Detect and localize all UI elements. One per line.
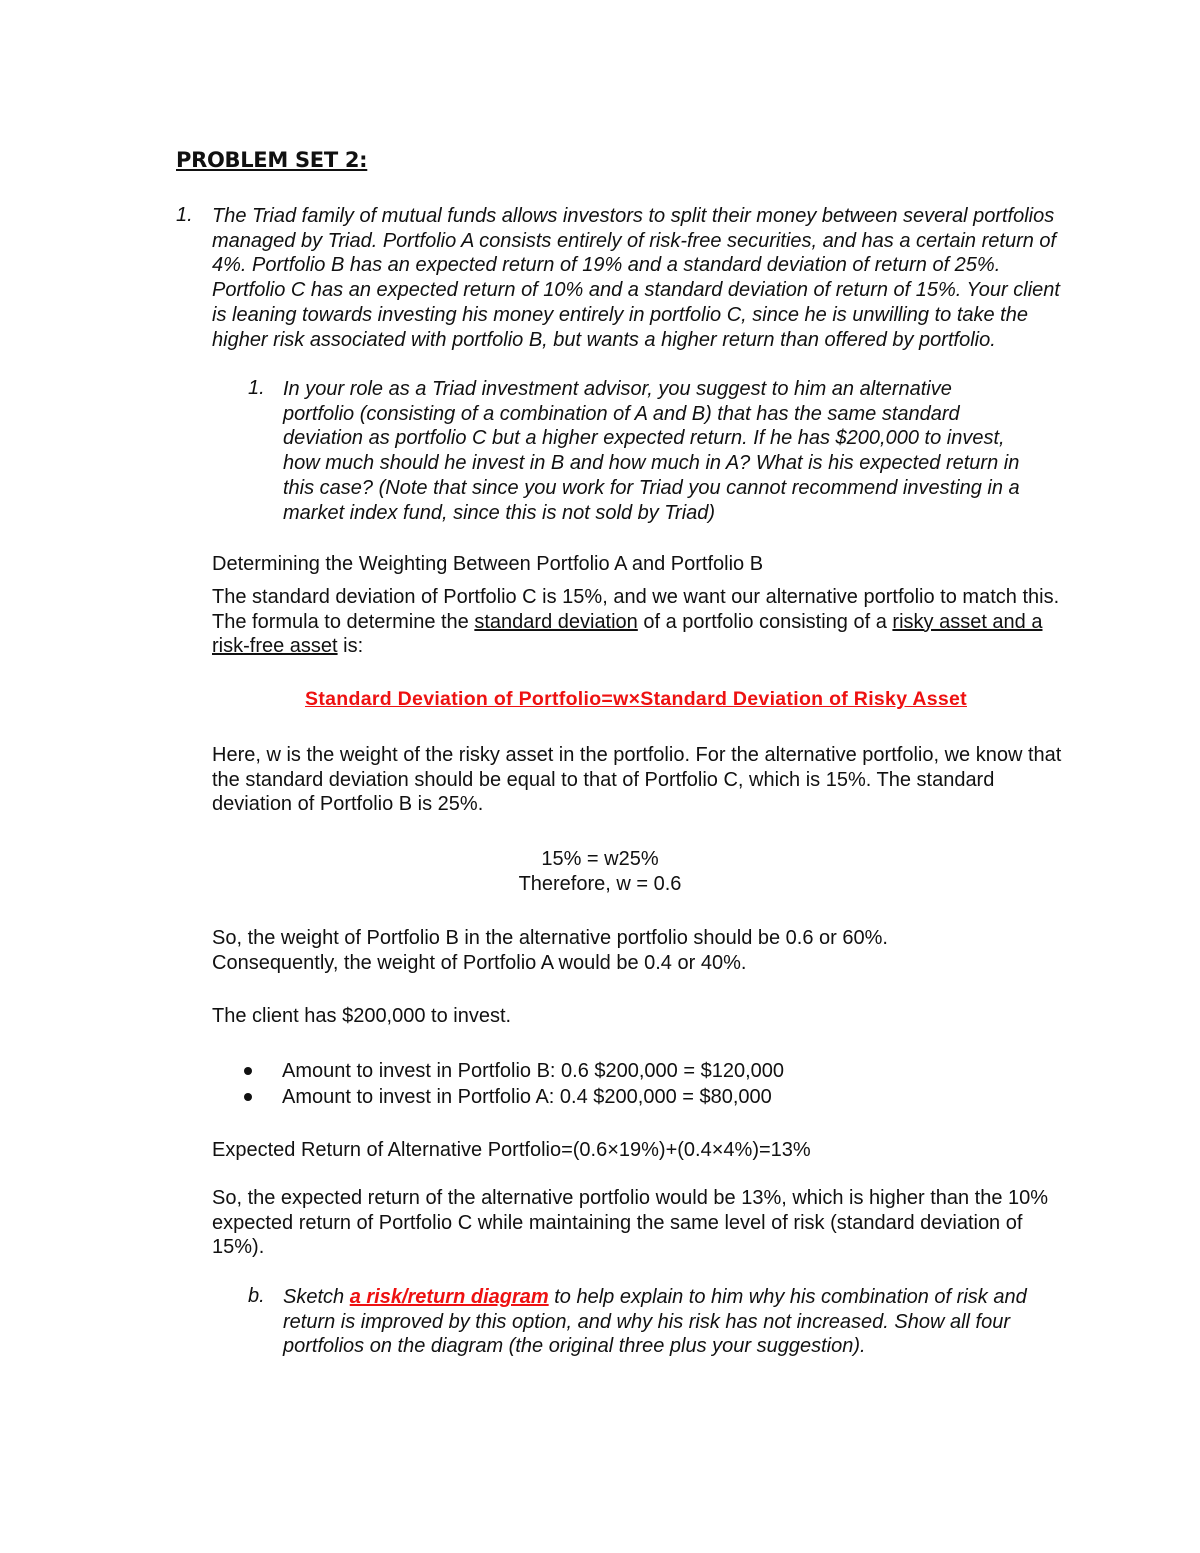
- risky-asset-link[interactable]: risky asset and a risk-free asset: [212, 610, 1043, 658]
- equation-line-2: Therefore, w = 0.6: [518, 873, 682, 895]
- answer-intro: [212, 585, 1062, 659]
- subquestion-1-number: 1.: [248, 377, 265, 399]
- equation-line-1: 15% = w25%: [541, 848, 659, 870]
- intro-text-2: of a portfolio consisting of a: [637, 610, 893, 633]
- conclusion: So, the expected return of the alternative portfolio would be 13%, which is higher than the 10% expected return of Portfolio C while maintaining the same level of risk (standard deviation of 15%).: [212, 1187, 1049, 1259]
- weights-line-1: So, the weight of Portfolio B in the alternative portfolio should be 0.6 or 60%.: [212, 927, 888, 949]
- bullet-icon: [244, 1093, 252, 1101]
- risk-return-diagram-link[interactable]: a risk/return diagram: [349, 1286, 549, 1308]
- intro-text-1: The standard deviation of Portfolio C is 15%, and we want our alternative portfolio to match this. The formula to determine the: [212, 586, 1060, 633]
- weight-explanation: Here, w is the weight of the risky asset in the portfolio. For the alternative portfolio, we know that the standard deviation should be equal to that of Portfolio C, which is 15%. The standard deviation of Portfolio B is 25%.: [212, 744, 1062, 816]
- expected-return-formula: Expected Return of Alternative Portfolio=(0.6×19%)+(0.4×4%)=13%: [212, 1139, 811, 1161]
- allocation-list: [244, 1058, 784, 1110]
- allocation-b: Amount to invest in Portfolio B: 0.6 $200,000 = $120,000: [282, 1060, 785, 1082]
- answer-heading: Determining the Weighting Between Portfolio A and Portfolio B: [212, 553, 764, 575]
- list-item: [244, 1084, 784, 1110]
- question-b-text: [283, 1285, 1063, 1359]
- question-1-text: The Triad family of mutual funds allows investors to split their money between several portfolios managed by Triad. Portfolio A consists entirely of risk-free securities, and has a certain return of 4%. Portfolio B has an expected return of 19% and a standard deviation of return of 25%. Portfolio C has an expected return of 10% and a standard deviation of return of 15%. Your client is leaning towards investing his money entirely in portfolio C, since he is unwilling to take the higher risk associated with portfolio B, but wants a higher return than offered by portfolio.: [212, 205, 1060, 351]
- client-funds: The client has $200,000 to invest.: [212, 1005, 512, 1027]
- list-item: [244, 1058, 784, 1084]
- allocation-a: Amount to invest in Portfolio A: 0.4 $200,000 = $80,000: [282, 1086, 772, 1108]
- question-b-text-1: Sketch: [283, 1286, 350, 1308]
- weights-line-2: Consequently, the weight of Portfolio A would be 0.4 or 40%.: [212, 952, 747, 974]
- std-dev-formula: Standard Deviation of Portfolio=w×Standard Deviation of Risky Asset: [305, 688, 967, 710]
- standard-deviation-link[interactable]: standard deviation: [474, 610, 638, 633]
- question-b-text-2: to help explain to him why his combination of risk and return is improved by this option, and why his risk has not increased. Show all four portfolios on the diagram (the original three plus your suggestion).: [283, 1286, 1027, 1358]
- bullet-icon: [244, 1067, 252, 1075]
- subquestion-1-text: In your role as a Triad investment advisor, you suggest to him an alternative portfolio (consisting of a combination of A and B) that has the same standard deviation as portfolio C but a higher expected return. If he has $200,000 to invest, how much should he invest in B and how much in A? What is his expected return in this case? (Note that since you work for Triad you cannot recommend investing in a market index fund, since this is not sold by Triad): [283, 378, 1020, 524]
- question-1-number: 1.: [176, 204, 193, 226]
- page-title: PROBLEM SET 2:: [176, 148, 368, 172]
- question-b-number: b.: [248, 1285, 265, 1307]
- intro-text-3: is:: [337, 635, 364, 658]
